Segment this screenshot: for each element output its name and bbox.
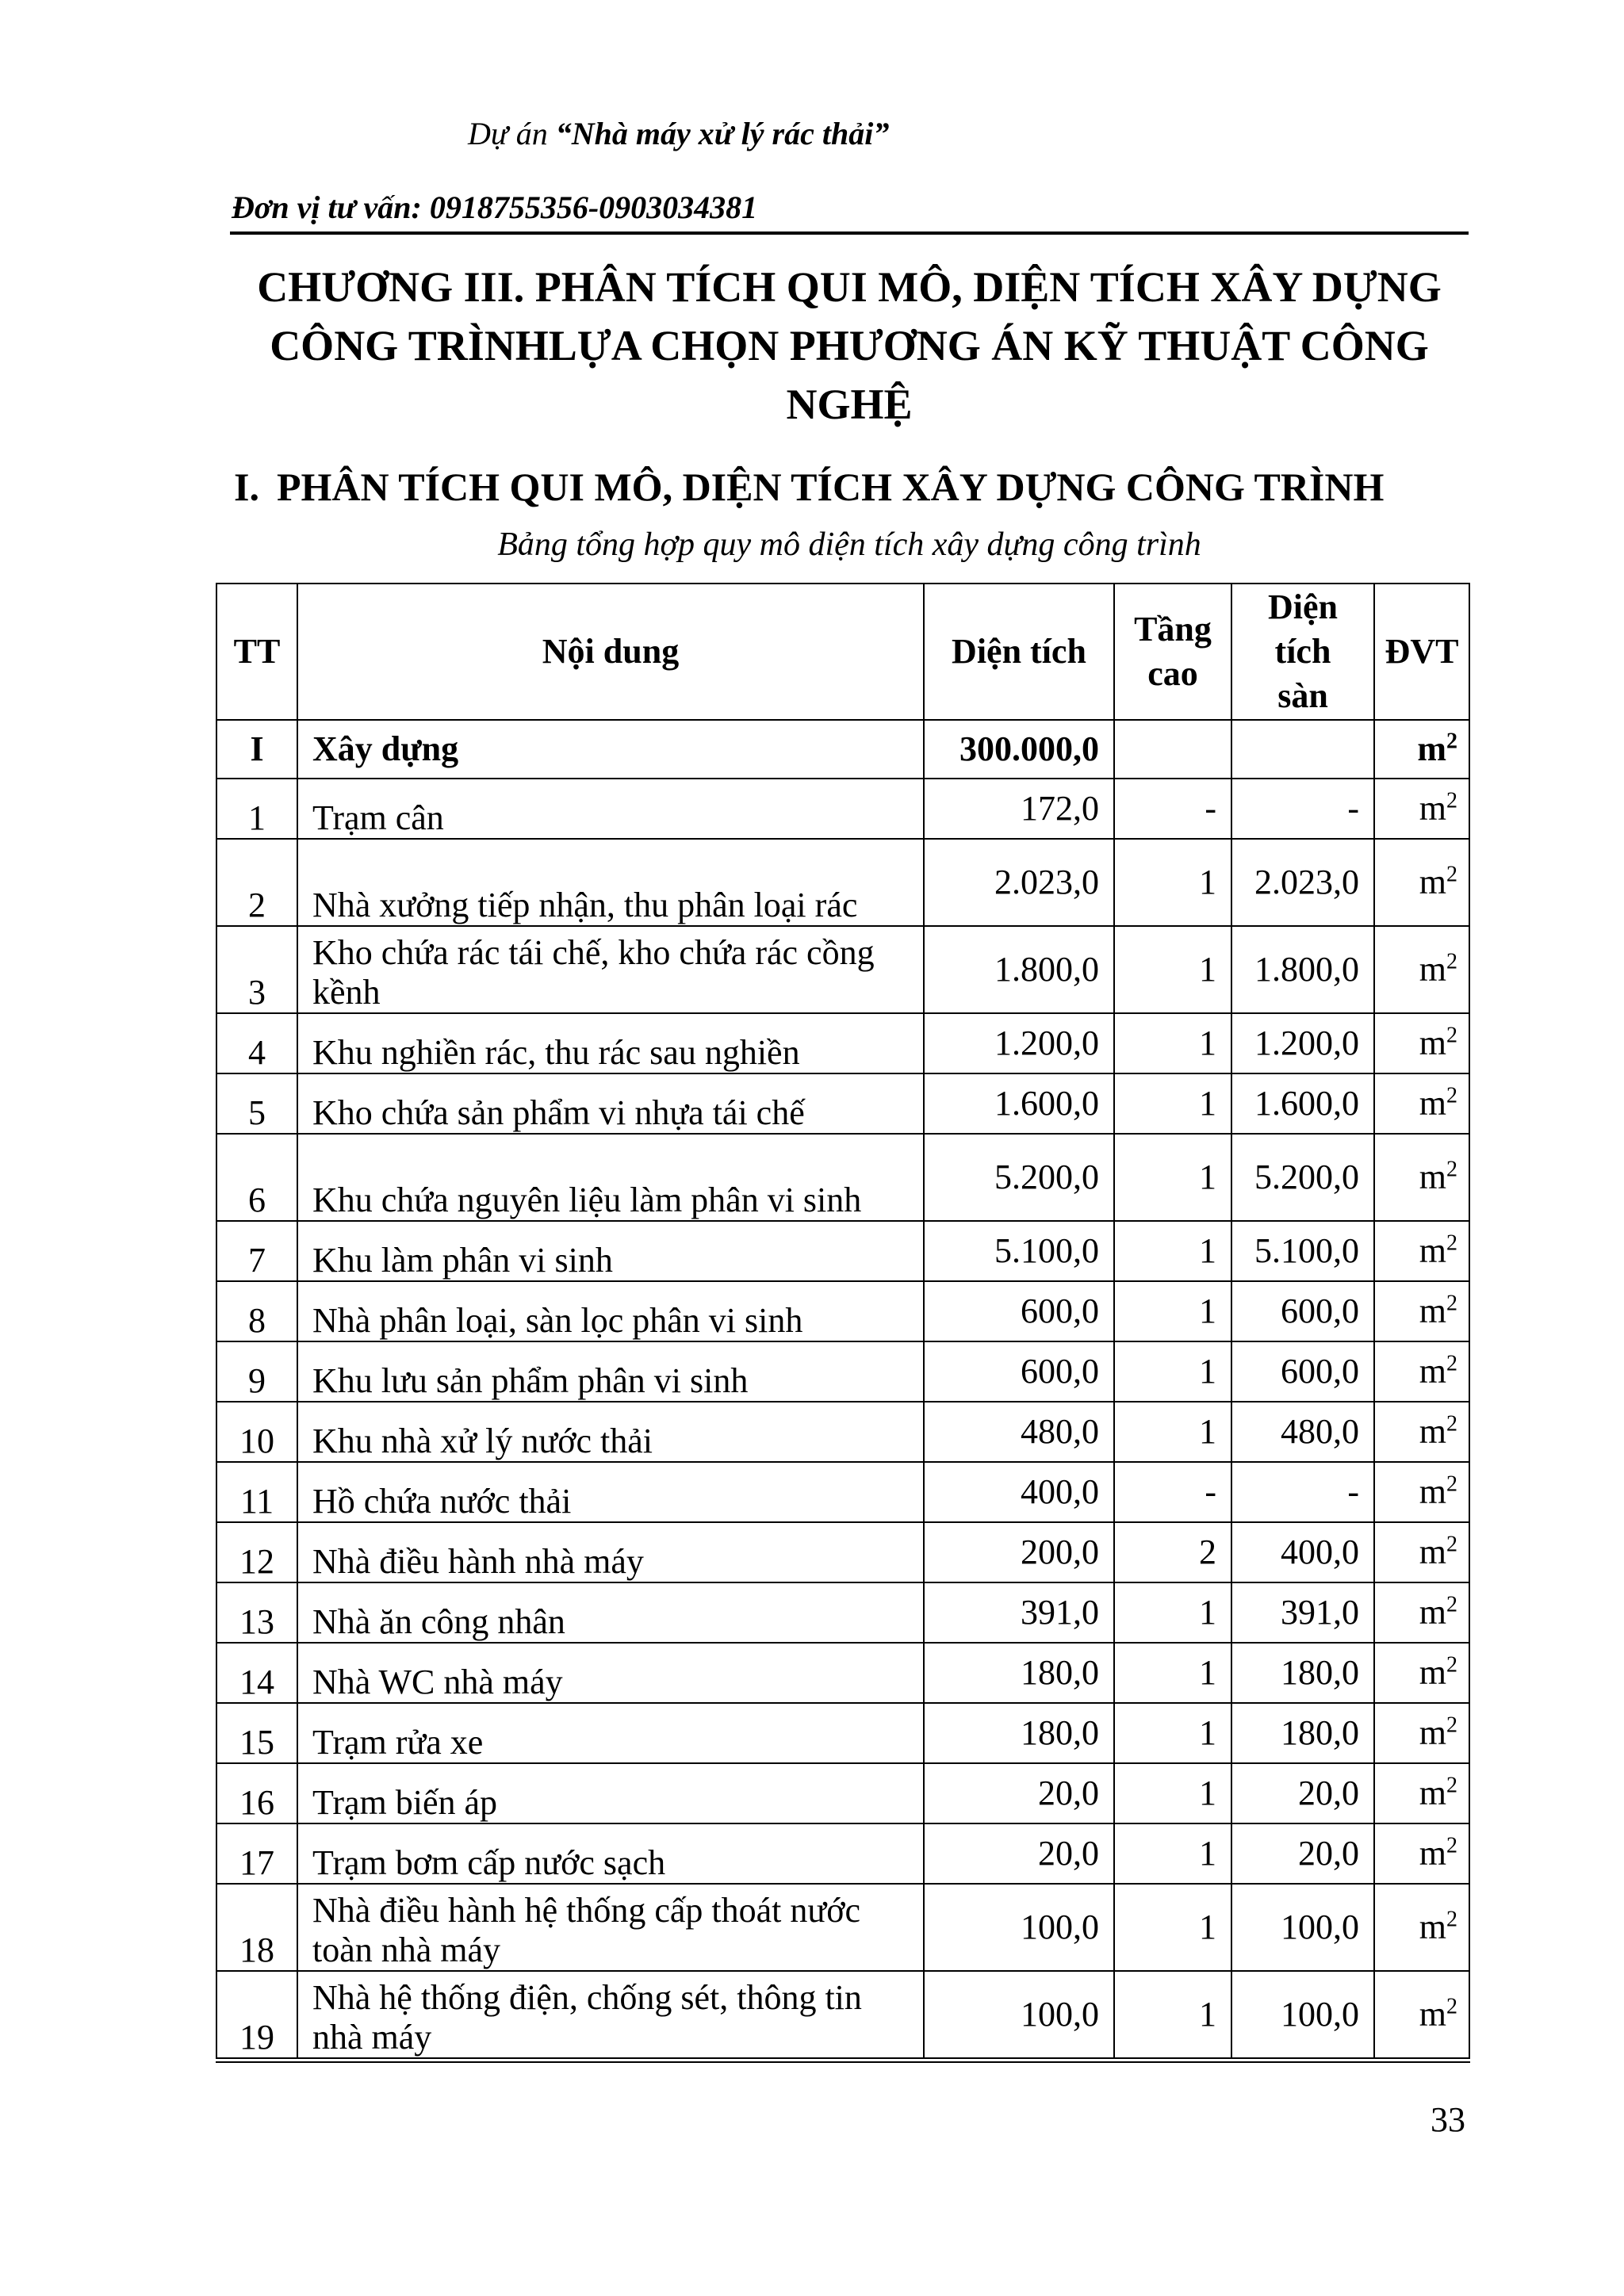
row-content: Hồ chứa nước thải bbox=[297, 1462, 924, 1522]
row-floors: 1 bbox=[1114, 1013, 1231, 1073]
row-content: Khu nghiền rác, thu rác sau nghiền bbox=[297, 1013, 924, 1073]
row-unit bbox=[1374, 1221, 1469, 1281]
row-floor-area: 180,0 bbox=[1231, 1703, 1374, 1763]
row-floors: - bbox=[1114, 779, 1231, 839]
row-content: Khu nhà xử lý nước thải bbox=[297, 1402, 924, 1462]
row-floor-area: 1.800,0 bbox=[1231, 926, 1374, 1013]
row-floor-area: 5.100,0 bbox=[1231, 1221, 1374, 1281]
row-unit bbox=[1374, 1073, 1469, 1134]
row-unit bbox=[1374, 1013, 1469, 1073]
table-row bbox=[216, 1763, 1469, 1823]
group-content: Xây dựng bbox=[297, 720, 924, 779]
row-floors: 1 bbox=[1114, 839, 1231, 926]
row-area: 1.800,0 bbox=[924, 926, 1114, 1013]
project-prefix: Dự án bbox=[468, 116, 556, 151]
row-unit bbox=[1374, 1763, 1469, 1823]
row-unit-sup: 2 bbox=[1446, 1773, 1457, 1798]
row-floor-area: 20,0 bbox=[1231, 1763, 1374, 1823]
row-content: Nhà phân loại, sàn lọc phân vi sinh bbox=[297, 1281, 924, 1341]
header-floor-area-line-3: sàn bbox=[1277, 676, 1328, 715]
header-floor-area-line-2: tích bbox=[1274, 632, 1331, 671]
table-row bbox=[216, 1703, 1469, 1763]
row-content: Trạm cân bbox=[297, 779, 924, 839]
row-tt: 3 bbox=[216, 926, 297, 1013]
group-tt: I bbox=[216, 720, 297, 779]
consultant-header: Đơn vị tư vấn: 0918755356-0903034381 bbox=[232, 189, 758, 225]
row-area: 480,0 bbox=[924, 1402, 1114, 1462]
header-unit: ĐVT bbox=[1374, 584, 1469, 720]
group-area: 300.000,0 bbox=[924, 720, 1114, 779]
row-floors: 1 bbox=[1114, 1281, 1231, 1341]
row-area: 200,0 bbox=[924, 1522, 1114, 1582]
row-area: 172,0 bbox=[924, 779, 1114, 839]
row-unit bbox=[1374, 839, 1469, 926]
row-unit-base: m bbox=[1419, 863, 1446, 901]
row-floors: 1 bbox=[1114, 1643, 1231, 1703]
row-unit-base: m bbox=[1419, 1412, 1446, 1451]
row-tt: 17 bbox=[216, 1823, 297, 1884]
row-tt: 8 bbox=[216, 1281, 297, 1341]
row-area: 600,0 bbox=[924, 1281, 1114, 1341]
row-tt: 15 bbox=[216, 1703, 297, 1763]
row-unit-base: m bbox=[1419, 1774, 1446, 1812]
row-unit-base: m bbox=[1419, 1713, 1446, 1752]
row-unit-sup: 2 bbox=[1446, 1291, 1457, 1316]
project-name: “Nhà máy xử lý rác thải” bbox=[555, 116, 890, 151]
row-unit bbox=[1374, 1884, 1469, 1971]
row-content: Khu lưu sản phẩm phân vi sinh bbox=[297, 1341, 924, 1402]
row-tt: 10 bbox=[216, 1402, 297, 1462]
row-content: Nhà ăn công nhân bbox=[297, 1582, 924, 1643]
row-floor-area: - bbox=[1231, 779, 1374, 839]
row-unit-sup: 2 bbox=[1446, 1652, 1457, 1678]
row-floors: 1 bbox=[1114, 1582, 1231, 1643]
row-unit bbox=[1374, 1134, 1469, 1221]
row-floors: 1 bbox=[1114, 1763, 1231, 1823]
row-unit-sup: 2 bbox=[1446, 1712, 1457, 1738]
table-row bbox=[216, 1971, 1469, 2061]
row-content: Trạm biến áp bbox=[297, 1763, 924, 1823]
row-unit-sup: 2 bbox=[1446, 1351, 1457, 1376]
row-unit-base: m bbox=[1419, 1533, 1446, 1571]
row-area: 5.100,0 bbox=[924, 1221, 1114, 1281]
row-unit-base: m bbox=[1419, 1352, 1446, 1391]
table-row bbox=[216, 1884, 1469, 1971]
table-row bbox=[216, 1402, 1469, 1462]
row-floor-area: 5.200,0 bbox=[1231, 1134, 1374, 1221]
chapter-title-line-1: CHƯƠNG III. PHÂN TÍCH QUI MÔ, DIỆN TÍCH XÂY DỰNG bbox=[257, 263, 1442, 311]
table-row bbox=[216, 1134, 1469, 1221]
row-floors: 1 bbox=[1114, 1703, 1231, 1763]
row-unit bbox=[1374, 1971, 1469, 2061]
row-unit-sup: 2 bbox=[1446, 1471, 1457, 1497]
row-unit-sup: 2 bbox=[1446, 862, 1457, 887]
row-tt: 19 bbox=[216, 1971, 297, 2061]
page-number: 33 bbox=[1431, 2100, 1465, 2139]
table-row bbox=[216, 839, 1469, 926]
group-floors bbox=[1114, 720, 1231, 779]
table-group-row bbox=[216, 720, 1469, 779]
row-unit-sup: 2 bbox=[1446, 949, 1457, 974]
row-area: 180,0 bbox=[924, 1703, 1114, 1763]
row-tt: 18 bbox=[216, 1884, 297, 1971]
row-floors: 1 bbox=[1114, 1402, 1231, 1462]
header-floor-area bbox=[1231, 584, 1374, 720]
row-tt: 13 bbox=[216, 1582, 297, 1643]
row-floor-area: 400,0 bbox=[1231, 1522, 1374, 1582]
row-unit-sup: 2 bbox=[1446, 1833, 1457, 1858]
section-title: PHÂN TÍCH QUI MÔ, DIỆN TÍCH XÂY DỰNG CÔNG TRÌNH bbox=[276, 465, 1385, 509]
row-unit-base: m bbox=[1419, 1292, 1446, 1330]
row-area: 391,0 bbox=[924, 1582, 1114, 1643]
row-unit-base: m bbox=[1419, 1472, 1446, 1511]
header-content: Nội dung bbox=[297, 584, 924, 720]
header-tt: TT bbox=[216, 584, 297, 720]
row-floors: 1 bbox=[1114, 1221, 1231, 1281]
row-floor-area: 1.200,0 bbox=[1231, 1013, 1374, 1073]
table-row bbox=[216, 1643, 1469, 1703]
table-row bbox=[216, 1013, 1469, 1073]
row-content: Kho chứa sản phẩm vi nhựa tái chế bbox=[297, 1073, 924, 1134]
row-unit bbox=[1374, 1281, 1469, 1341]
row-unit-base: m bbox=[1419, 1834, 1446, 1873]
row-tt: 7 bbox=[216, 1221, 297, 1281]
table-row bbox=[216, 1221, 1469, 1281]
row-content: Nhà WC nhà máy bbox=[297, 1643, 924, 1703]
row-content: Khu chứa nguyên liệu làm phân vi sinh bbox=[297, 1134, 924, 1221]
group-unit bbox=[1374, 720, 1469, 779]
row-unit-sup: 2 bbox=[1446, 1023, 1457, 1048]
table-header-row bbox=[216, 584, 1469, 720]
header-floor-area-line-1: Diện bbox=[1268, 587, 1338, 626]
table-row bbox=[216, 1522, 1469, 1582]
table-row bbox=[216, 926, 1469, 1013]
row-floors: - bbox=[1114, 1462, 1231, 1522]
row-unit bbox=[1374, 1522, 1469, 1582]
header-floors-line-1: Tầng bbox=[1134, 610, 1212, 649]
row-unit-sup: 2 bbox=[1446, 788, 1457, 813]
row-floor-area: - bbox=[1231, 1462, 1374, 1522]
row-area: 5.200,0 bbox=[924, 1134, 1114, 1221]
row-tt: 1 bbox=[216, 779, 297, 839]
header-divider bbox=[230, 232, 1469, 235]
table-row bbox=[216, 1582, 1469, 1643]
row-unit bbox=[1374, 1402, 1469, 1462]
row-unit-sup: 2 bbox=[1446, 1157, 1457, 1182]
row-unit-base: m bbox=[1419, 1024, 1446, 1062]
row-floor-area: 20,0 bbox=[1231, 1823, 1374, 1884]
row-floors: 1 bbox=[1114, 1073, 1231, 1134]
row-area: 2.023,0 bbox=[924, 839, 1114, 926]
row-floor-area: 100,0 bbox=[1231, 1971, 1374, 2061]
row-tt: 5 bbox=[216, 1073, 297, 1134]
group-unit-base: m bbox=[1417, 729, 1446, 768]
row-unit bbox=[1374, 779, 1469, 839]
row-unit bbox=[1374, 1341, 1469, 1402]
table-row bbox=[216, 779, 1469, 839]
row-unit-sup: 2 bbox=[1446, 1994, 1457, 2019]
row-unit bbox=[1374, 926, 1469, 1013]
row-content: Nhà xưởng tiếp nhận, thu phân loại rác bbox=[297, 839, 924, 926]
table-row bbox=[216, 1281, 1469, 1341]
row-unit bbox=[1374, 1703, 1469, 1763]
row-area: 100,0 bbox=[924, 1971, 1114, 2061]
row-unit bbox=[1374, 1582, 1469, 1643]
section-heading bbox=[234, 464, 1384, 510]
row-floors: 1 bbox=[1114, 1971, 1231, 2061]
section-number: I. bbox=[234, 465, 259, 509]
chapter-title-line-2: CÔNG TRÌNHLỰA CHỌN PHƯƠNG ÁN KỸ THUẬT CÔNG bbox=[270, 322, 1429, 369]
row-area: 20,0 bbox=[924, 1823, 1114, 1884]
row-area: 180,0 bbox=[924, 1643, 1114, 1703]
row-unit-base: m bbox=[1419, 1158, 1446, 1196]
table-row bbox=[216, 1073, 1469, 1134]
row-content: Kho chứa rác tái chế, kho chứa rác cồng kềnh bbox=[297, 926, 924, 1013]
row-area: 1.600,0 bbox=[924, 1073, 1114, 1134]
row-unit-base: m bbox=[1419, 1908, 1446, 1946]
row-tt: 9 bbox=[216, 1341, 297, 1402]
row-unit-base: m bbox=[1419, 1231, 1446, 1270]
row-content: Trạm bơm cấp nước sạch bbox=[297, 1823, 924, 1884]
row-floor-area: 1.600,0 bbox=[1231, 1073, 1374, 1134]
row-unit-sup: 2 bbox=[1446, 1592, 1457, 1617]
row-content: Khu làm phân vi sinh bbox=[297, 1221, 924, 1281]
row-unit-sup: 2 bbox=[1446, 1411, 1457, 1437]
row-area: 400,0 bbox=[924, 1462, 1114, 1522]
row-floors: 1 bbox=[1114, 1134, 1231, 1221]
row-tt: 11 bbox=[216, 1462, 297, 1522]
row-content: Nhà điều hành nhà máy bbox=[297, 1522, 924, 1582]
row-floors: 2 bbox=[1114, 1522, 1231, 1582]
row-content: Trạm rửa xe bbox=[297, 1703, 924, 1763]
row-unit bbox=[1374, 1643, 1469, 1703]
construction-area-table bbox=[216, 583, 1470, 2063]
row-unit bbox=[1374, 1462, 1469, 1522]
row-content: Nhà hệ thống điện, chống sét, thông tin nhà máy bbox=[297, 1971, 924, 2061]
table-row bbox=[216, 1462, 1469, 1522]
row-floors: 1 bbox=[1114, 1823, 1231, 1884]
row-unit-base: m bbox=[1419, 789, 1446, 828]
row-floor-area: 600,0 bbox=[1231, 1281, 1374, 1341]
row-tt: 6 bbox=[216, 1134, 297, 1221]
row-floor-area: 391,0 bbox=[1231, 1582, 1374, 1643]
row-unit-base: m bbox=[1419, 1995, 1446, 2034]
row-unit-sup: 2 bbox=[1446, 1083, 1457, 1108]
row-tt: 14 bbox=[216, 1643, 297, 1703]
row-tt: 4 bbox=[216, 1013, 297, 1073]
chapter-title bbox=[230, 258, 1469, 434]
row-floors: 1 bbox=[1114, 926, 1231, 1013]
row-floor-area: 600,0 bbox=[1231, 1341, 1374, 1402]
table-row bbox=[216, 1341, 1469, 1402]
row-floor-area: 480,0 bbox=[1231, 1402, 1374, 1462]
row-floor-area: 100,0 bbox=[1231, 1884, 1374, 1971]
table-row bbox=[216, 1823, 1469, 1884]
group-unit-sup: 2 bbox=[1446, 729, 1457, 754]
row-tt: 12 bbox=[216, 1522, 297, 1582]
row-tt: 16 bbox=[216, 1763, 297, 1823]
row-unit-sup: 2 bbox=[1446, 1532, 1457, 1557]
row-unit bbox=[1374, 1823, 1469, 1884]
row-tt: 2 bbox=[216, 839, 297, 926]
row-unit-base: m bbox=[1419, 950, 1446, 989]
row-unit-sup: 2 bbox=[1446, 1230, 1457, 1256]
row-area: 600,0 bbox=[924, 1341, 1114, 1402]
group-floor-area bbox=[1231, 720, 1374, 779]
header-floors-line-2: cao bbox=[1147, 654, 1198, 693]
row-unit-base: m bbox=[1419, 1593, 1446, 1632]
row-unit-base: m bbox=[1419, 1653, 1446, 1692]
row-unit-sup: 2 bbox=[1446, 1907, 1457, 1932]
row-floors: 1 bbox=[1114, 1884, 1231, 1971]
project-header bbox=[468, 115, 889, 152]
row-content: Nhà điều hành hệ thống cấp thoát nước toàn nhà máy bbox=[297, 1884, 924, 1971]
row-floor-area: 2.023,0 bbox=[1231, 839, 1374, 926]
row-area: 20,0 bbox=[924, 1763, 1114, 1823]
header-area: Diện tích bbox=[924, 584, 1114, 720]
row-floor-area: 180,0 bbox=[1231, 1643, 1374, 1703]
row-area: 1.200,0 bbox=[924, 1013, 1114, 1073]
row-unit-base: m bbox=[1419, 1084, 1446, 1123]
header-floors bbox=[1114, 584, 1231, 720]
chapter-title-line-3: NGHỆ bbox=[786, 381, 913, 428]
row-area: 100,0 bbox=[924, 1884, 1114, 1971]
row-floors: 1 bbox=[1114, 1341, 1231, 1402]
table-caption: Bảng tổng hợp quy mô diện tích xây dựng công trình bbox=[497, 526, 1201, 563]
